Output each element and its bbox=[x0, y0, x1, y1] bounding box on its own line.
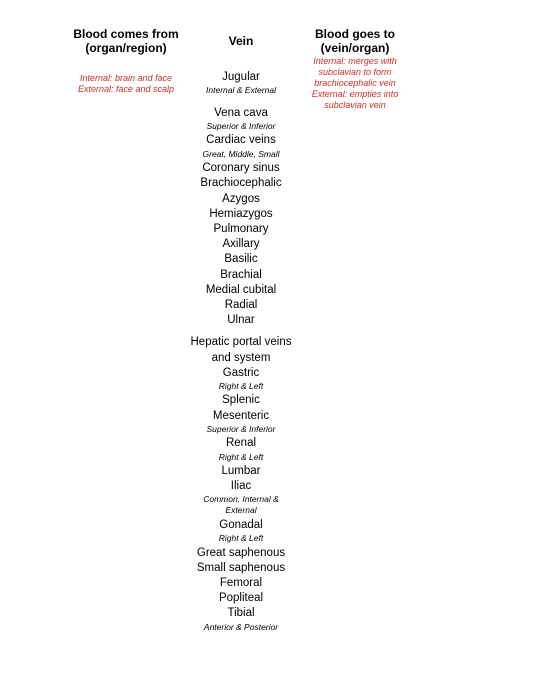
header-blood-goes-to bbox=[300, 27, 410, 55]
vein-popliteal: Popliteal bbox=[218, 592, 264, 605]
vein-iliac: Iliac bbox=[230, 480, 252, 493]
header-from-line-1: Blood comes from bbox=[73, 27, 179, 41]
vein-hepatic-portal-line-1: Hepatic portal veins bbox=[190, 336, 292, 349]
vein-tibial-sub: Anterior & Posterior bbox=[203, 621, 279, 632]
vein-lumbar: Lumbar bbox=[221, 465, 261, 478]
vein-gastric-sub: Right & Left bbox=[218, 380, 264, 391]
vein-pulmonary: Pulmonary bbox=[213, 222, 269, 235]
jugular-to-line-3: brachiocephalic vein bbox=[314, 78, 396, 88]
header-to-line-2: (vein/organ) bbox=[320, 41, 390, 55]
vein-axillary: Axillary bbox=[222, 238, 260, 251]
vein-column bbox=[175, 70, 307, 634]
vein-vena-cava-sub: Superior & Inferior bbox=[206, 120, 276, 131]
vein-azygos: Azygos bbox=[222, 192, 260, 205]
vein-great-saphenous: Great saphenous bbox=[196, 546, 286, 559]
vein-iliac-sub-line-2: External bbox=[225, 505, 257, 516]
vein-brachial: Brachial bbox=[220, 268, 262, 281]
vein-coronary-sinus: Coronary sinus bbox=[202, 162, 280, 175]
header-from-line-2: (organ/region) bbox=[85, 41, 167, 55]
vein-gastric: Gastric bbox=[222, 366, 260, 379]
vein-jugular: Jugular bbox=[222, 71, 260, 83]
jugular-to-line-5: subclavian vein bbox=[324, 100, 386, 110]
vein-jugular-sub: Internal & External bbox=[206, 85, 276, 96]
vein-mesenteric-sub: Superior & Inferior bbox=[206, 423, 276, 434]
vein-cardiac-sub: Great, Middle, Small bbox=[202, 148, 280, 159]
header-vein bbox=[211, 34, 271, 48]
vein-mesenteric: Mesenteric bbox=[212, 409, 270, 422]
vein-cardiac: Cardiac veins bbox=[206, 134, 276, 147]
vein-iliac-sub-line-1: Common, Internal & bbox=[203, 494, 279, 505]
header-blood-comes-from bbox=[56, 27, 196, 55]
jugular-from-external: External: face and scalp bbox=[77, 84, 175, 94]
vein-renal: Renal bbox=[225, 437, 257, 450]
vein-ulnar: Ulnar bbox=[227, 314, 255, 327]
jugular-to-notes bbox=[300, 56, 410, 111]
vein-femoral: Femoral bbox=[219, 577, 263, 590]
jugular-to-line-4: External: empties into bbox=[311, 89, 399, 99]
vein-brachiocephalic: Brachiocephalic bbox=[200, 177, 282, 190]
vein-hepatic-portal-line-2: and system bbox=[211, 351, 271, 364]
vein-splenic: Splenic bbox=[222, 394, 260, 407]
vein-small-saphenous: Small saphenous bbox=[196, 561, 286, 574]
vein-gonadal-sub: Right & Left bbox=[218, 533, 264, 544]
vein-basilic: Basilic bbox=[224, 253, 258, 266]
vein-vena-cava: Vena cava bbox=[214, 106, 268, 119]
vein-hemiazygos: Hemiazygos bbox=[209, 207, 273, 220]
vein-renal-sub: Right & Left bbox=[218, 451, 264, 462]
header-vein-label: Vein bbox=[228, 34, 254, 48]
vein-tibial: Tibial bbox=[227, 607, 255, 620]
vein-radial: Radial bbox=[224, 298, 258, 311]
vein-gonadal: Gonadal bbox=[219, 518, 263, 531]
header-to-line-1: Blood goes to bbox=[315, 27, 395, 41]
jugular-to-line-1: Internal: merges with bbox=[313, 56, 397, 66]
jugular-to-line-2: subclavian to form bbox=[318, 67, 392, 77]
jugular-from-internal: Internal: brain and face bbox=[79, 73, 173, 83]
vein-medial-cubital: Medial cubital bbox=[205, 283, 277, 296]
